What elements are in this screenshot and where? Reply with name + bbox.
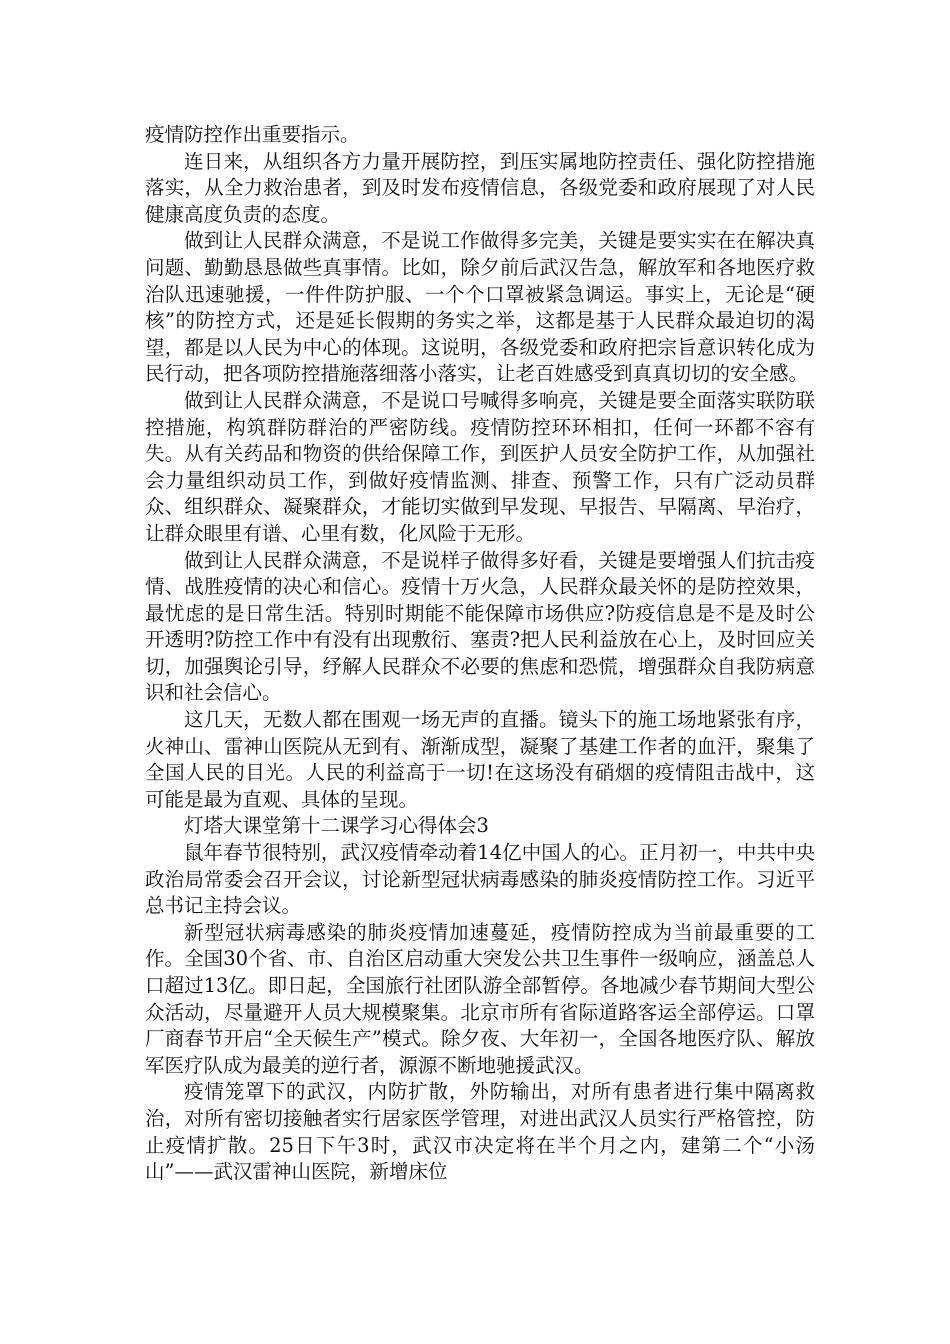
paragraph: 做到让人民群众满意，不是说口号喊得多响亮，关键是要全面落实联防联控措施，构筑群防群治的严密防线。疫情防控环环相扣，任何一环都不容有失。从有关药品和物资的供给保障工作，到医护人员安全防护工作，从加强社会力量组织动员工作，到做好疫情监测、排查、预警工作，只有广泛动员群众、组织群众、凝聚群众，才能切实做到早发现、早报告、早隔离、早治疗，让群众眼里有谱、心里有数，化风险于无形。 [145,388,815,545]
paragraph: 新型冠状病毒感染的肺炎疫情加速蔓延，疫情防控成为当前最重要的工作。全国30个省、市、自治区启动重大突发公共卫生事件一级响应，涵盖总人口超过13亿。即日起，全国旅行社团队游全部暂停。各地减少春节期间大型公众活动，尽量避开人员大规模聚集。北京市所有省际道路客运全部停运。口罩厂商春节开启“全天候生产”模式。除夕夜、大年初一，全国各地医疗队、解放军医疗队成为最美的逆行者，源源不断地驰援武汉。 [145,920,815,1077]
paragraph: 疫情防控作出重要指示。 [145,123,360,146]
paragraph: 鼠年春节很特别，武汉疫情牵动着14亿中国人的心。正月初一，中共中央政治局常委会召开会议，讨论新型冠状病毒感染的肺炎疫情防控工作。习近平总书记主持会议。 [145,841,815,918]
document-body [145,122,815,1186]
section-heading: 灯塔大课堂第十二课学习心得体会3 [184,814,489,838]
paragraph: 这几天，无数人都在围观一场无声的直播。镜头下的施工场地紧张有序，火神山、雷神山医院从无到有、渐渐成型，凝聚了基建工作者的血汗，聚集了全国人民的目光。人民的利益高于一切!在这场没有硝烟的疫情阻击战中，这可能是最为直观、具体的呈现。 [145,708,815,811]
paragraph: 做到让人民群众满意，不是说样子做得多好看，关键是要增强人们抗击疫情、战胜疫情的决心和信心。疫情十万火急，人民群众最关怀的是防控效果，最忧虑的是日常生活。特别时期能不能保障市场供应?防疫信息是不是及时公开透明?防控工作中有没有出现敷衍、塞责?把人民利益放在心上，及时回应关切，加强舆论引导，纾解人民群众不必要的焦虑和恐慌，增强群众自我防病意识和社会信心。 [145,548,815,705]
paragraph: 连日来，从组织各方力量开展防控，到压实属地防控责任、强化防控措施落实，从全力救治患者，到及时发布疫情信息，各级党委和政府展现了对人民健康高度负责的态度。 [145,149,815,226]
paragraph: 做到让人民群众满意，不是说工作做得多完美，关键是要实实在在解决真问题、勤勤恳恳做些真事情。比如，除夕前后武汉告急，解放军和各地医疗救治队迅速驰援，一件件防护服、一个个口罩被紧急调运。事实上，无论是“硬核”的防控方式，还是延长假期的务实之举，这都是基于人民群众最迫切的渴望，都是以人民为中心的体现。这说明，各级党委和政府把宗旨意识转化成为民行动，把各项防控措施落细落小落实，让老百姓感受到真真切切的安全感。 [145,229,815,386]
paragraph: 疫情笼罩下的武汉，内防扩散，外防输出，对所有患者进行集中隔离救治，对所有密切接触者实行居家医学管理，对进出武汉人员实行严格管控，防止疫情扩散。25日下午3时，武汉市决定将在半个月之内，建第二个“小汤山”——武汉雷神山医院，新增床位 [145,1080,815,1184]
